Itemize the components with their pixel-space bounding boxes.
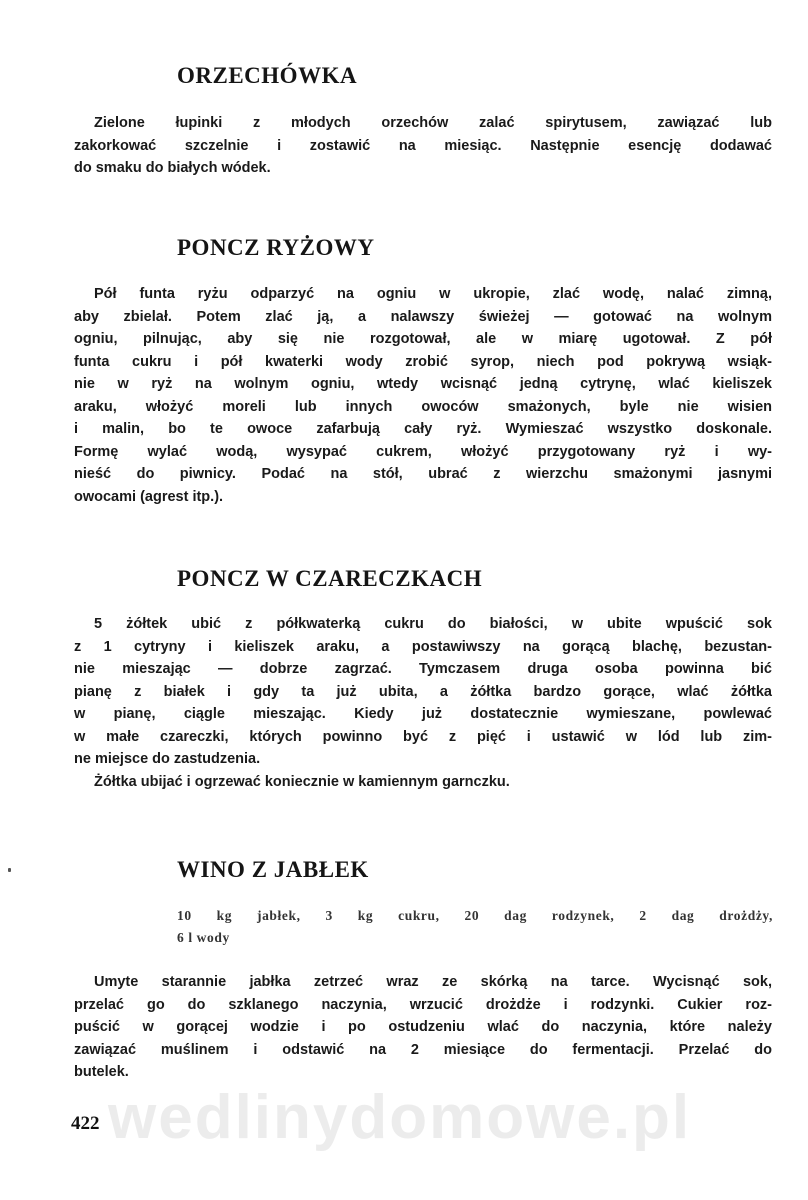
site-watermark: wedlinydomowe.pl <box>108 1083 692 1152</box>
scan-speck <box>8 868 11 872</box>
ingredient-line: 6 l wody <box>177 930 230 945</box>
recipe-title-poncz-ryzowy: PONCZ RYŻOWY <box>177 235 375 260</box>
recipe-title-wino-z-jablek: WINO Z JABŁEK <box>177 857 369 882</box>
text-line: ne miejsce do zastudzenia. <box>74 751 261 767</box>
text-line: nieść do piwnicy. Podać na stół, ubrać z wierzchu smażonymi jasnymi <box>74 466 772 482</box>
text-line: w małe czareczki, których powinno być z pięć i ustawić w lód lub zim- <box>74 728 772 745</box>
recipe-body-poncz-ryzowy <box>74 283 772 508</box>
text-line: ogniu, pilnując, aby się nie rozgotował, ale w miarę ugotował. Z pół <box>74 331 772 347</box>
text-line: funta cukru i pół kwaterki wody zrobić syrop, niech pod pokrywą wsiąk- <box>74 353 772 370</box>
text-line: Formę wylać wodą, wysypać cukrem, włożyć przygotowany ryż i wy- <box>74 443 772 460</box>
recipe-body-orzechowka <box>74 112 772 180</box>
recipe-body-poncz-w-czareczkach <box>74 613 772 793</box>
text-line: do smaku do białych wódek. <box>74 160 271 176</box>
recipe-title-orzechowka: ORZECHÓWKA <box>177 63 358 88</box>
text-line: pianę z białek i gdy ta już ubita, a żółtka bardzo gorące, wlać żółtka <box>74 683 772 700</box>
text-line: puścić w gorącej wodzie i po ostudzeniu wlać do naczynia, które należy <box>74 1019 772 1035</box>
ingredient-list <box>177 905 773 949</box>
text-line: z 1 cytryny i kieliszek araku, a postawiwszy na gorącą blachę, bezustan- <box>74 638 772 655</box>
text-line: zakorkować szczelnie i zostawić na miesiąc. Następnie esencję dodawać <box>74 137 772 154</box>
recipe-body-wino-z-jablek <box>74 971 772 1084</box>
ingredient-line: 10 kg jabłek, 3 kg cukru, 20 dag rodzynek, 2 dag drożdży, <box>177 908 773 923</box>
text-line: zawiązać muślinem i odstawić na 2 miesiące do fermentacji. Przelać do <box>74 1041 772 1058</box>
recipe-title-poncz-w-czareczkach: PONCZ W CZARECZKACH <box>177 566 483 591</box>
text-line: i malin, bo te owoce zafarbują cały ryż. Wymieszać wszystko doskonale. <box>74 421 772 437</box>
recipe-note: Żółtka ubijać i ogrzewać koniecznie w kamiennym garnczku. <box>94 773 510 790</box>
text-line: araku, włożyć moreli lub innych owoców smażonych, byle nie wisien <box>74 398 772 415</box>
text-line: przelać go do szklanego naczynia, wrzucić drożdże i rodzynki. Cukier roz- <box>74 996 772 1013</box>
text-line: nie w ryż na wolnym ogniu, wtedy wcisnąć jedną cytrynę, wlać kieliszek <box>74 376 772 392</box>
text-line: owocami (agrest itp.). <box>74 488 224 505</box>
text-line: Umyte starannie jabłka zetrzeć wraz ze skórką na tarce. Wycisnąć sok, <box>94 974 772 990</box>
text-line: Pół funta ryżu odparzyć na ogniu w ukropie, zlać wodę, nalać zimną, <box>94 286 772 302</box>
text-line: 5 żółtek ubić z półkwaterką cukru do białości, w ubite wpuścić sok <box>94 616 772 632</box>
text-line: Zielone łupinki z młodych orzechów zalać spirytusem, zawiązać lub <box>94 115 772 131</box>
text-line: butelek. <box>74 1064 129 1080</box>
page-number: 422 <box>71 1113 100 1134</box>
text-line: w pianę, ciągle mieszając. Kiedy już dostatecznie wymieszane, powlewać <box>74 706 772 722</box>
text-line: aby zbielał. Potem zlać ją, a nalawszy świeżej — gotować na wolnym <box>74 308 772 325</box>
text-line: nie mieszając — dobrze zagrzać. Tymczasem druga osoba powinna bić <box>74 661 772 677</box>
